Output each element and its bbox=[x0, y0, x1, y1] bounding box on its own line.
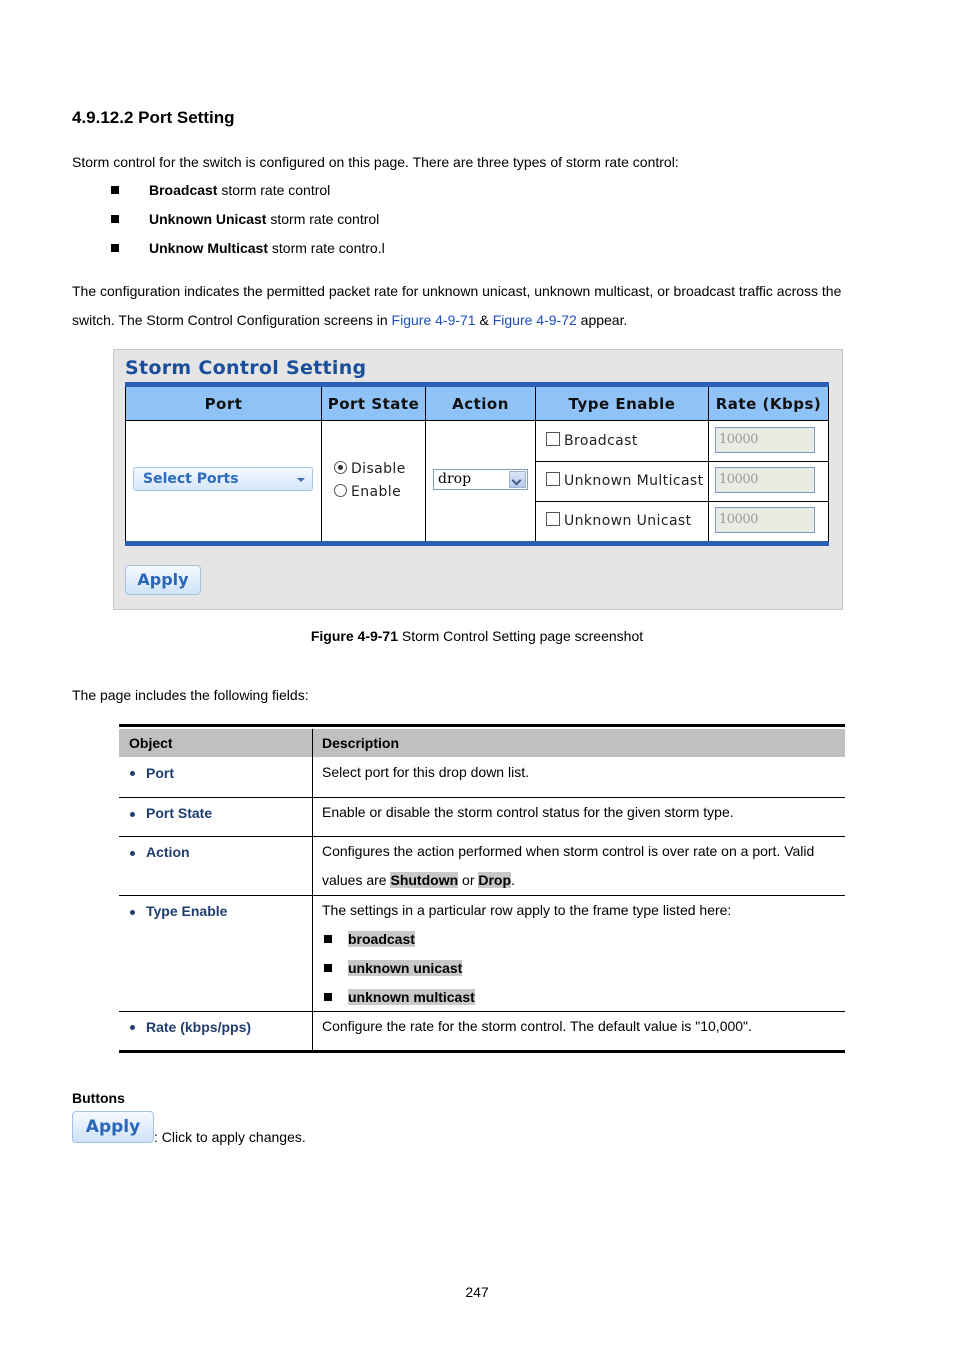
table-row: Port State Enable or disable the storm control status for the given storm type. bbox=[119, 798, 845, 837]
square-bullet-icon bbox=[324, 935, 332, 943]
header-port: Port bbox=[125, 387, 321, 421]
type-enable-cell bbox=[535, 421, 708, 541]
row-divider bbox=[535, 501, 829, 502]
header-type-enable: Type Enable bbox=[535, 387, 708, 421]
table-row: Port Select port for this drop down list. bbox=[119, 757, 845, 798]
apply-button-sample[interactable]: Apply bbox=[72, 1111, 154, 1143]
buttons-heading: Buttons bbox=[72, 1090, 125, 1106]
apply-description: : Click to apply changes. bbox=[154, 1129, 306, 1145]
header-rate: Rate (Kbps) bbox=[708, 387, 829, 421]
bullet-icon bbox=[130, 1025, 135, 1030]
checkbox-broadcast[interactable]: Broadcast bbox=[546, 432, 638, 449]
row-divider bbox=[535, 461, 829, 462]
action-select[interactable]: drop bbox=[433, 469, 528, 490]
table-top-rule bbox=[119, 724, 845, 727]
rate-input-unknown-multicast[interactable]: 10000 bbox=[715, 467, 815, 493]
header-action: Action bbox=[425, 387, 535, 421]
port-state-cell bbox=[321, 421, 425, 541]
radio-unselected-icon bbox=[334, 484, 347, 497]
rate-input-unknown-unicast[interactable]: 10000 bbox=[715, 507, 815, 533]
fields-intro: The page includes the following fields: bbox=[72, 687, 309, 703]
table-row: Type Enable The settings in a particular row apply to the frame type listed here: broadcast unknown unicast unknown multicast bbox=[119, 896, 845, 1012]
bullet-icon bbox=[130, 771, 135, 776]
header-port-state: Port State bbox=[321, 387, 425, 421]
table-header bbox=[119, 729, 845, 757]
chevron-down-icon bbox=[297, 478, 305, 482]
select-ports-dropdown[interactable]: Select Ports bbox=[133, 467, 313, 491]
checkbox-unknown-multicast[interactable]: Unknown Multicast bbox=[546, 472, 704, 489]
section-title: 4.9.12.2 Port Setting bbox=[72, 108, 235, 127]
list-item: broadcast bbox=[348, 931, 415, 947]
port-cell bbox=[125, 421, 321, 541]
square-bullet-icon bbox=[324, 993, 332, 1001]
figure-link-71[interactable]: Figure 4-9-71 bbox=[391, 312, 476, 328]
radio-selected-icon bbox=[334, 461, 347, 474]
apply-button[interactable]: Apply bbox=[125, 565, 201, 595]
header-object: Object bbox=[129, 735, 173, 751]
checkbox-icon bbox=[546, 512, 560, 526]
storm-control-screenshot bbox=[113, 349, 843, 610]
bullet-icon bbox=[130, 851, 135, 856]
checkbox-icon bbox=[546, 472, 560, 486]
figure-caption: Figure 4-9-71 Storm Control Setting page screenshot bbox=[310, 628, 644, 644]
square-bullet-icon bbox=[111, 186, 119, 194]
list-item: unknown unicast bbox=[348, 960, 462, 976]
checkbox-unknown-unicast[interactable]: Unknown Unicast bbox=[546, 512, 692, 529]
bullet-icon bbox=[130, 910, 135, 915]
table-bottom-rule bbox=[119, 1050, 845, 1053]
page-number: 247 bbox=[465, 1284, 489, 1300]
radio-enable[interactable]: Enable bbox=[334, 484, 401, 500]
radio-disable[interactable]: Disable bbox=[334, 461, 406, 477]
square-bullet-icon bbox=[111, 215, 119, 223]
storm-type-list bbox=[108, 176, 385, 263]
screenshot-title: Storm Control Setting bbox=[125, 357, 367, 379]
square-bullet-icon bbox=[111, 244, 119, 252]
list-item: Broadcast storm rate control bbox=[108, 176, 385, 205]
list-item: Unknow Multicast storm rate contro.l bbox=[108, 234, 385, 263]
rate-cell bbox=[708, 421, 829, 541]
figure-link-72[interactable]: Figure 4-9-72 bbox=[492, 312, 577, 328]
action-cell bbox=[425, 421, 535, 541]
storm-control-table bbox=[125, 382, 829, 546]
checkbox-icon bbox=[546, 432, 560, 446]
list-item: unknown multicast bbox=[348, 989, 475, 1005]
table-row: Rate (kbps/pps) Configure the rate for the storm control. The default value is "10,000". bbox=[119, 1012, 845, 1050]
chevron-down-icon bbox=[509, 471, 526, 488]
list-item: Unknown Unicast storm rate control bbox=[108, 205, 385, 234]
header-description: Description bbox=[322, 735, 400, 751]
table-row: Action Configures the action performed when storm control is over rate on a port. Valid values are Shutdown or Drop. bbox=[119, 837, 845, 896]
intro-paragraph: Storm control for the switch is configured on this page. There are three types of storm rate control: bbox=[72, 154, 679, 170]
square-bullet-icon bbox=[324, 964, 332, 972]
rate-input-broadcast[interactable]: 10000 bbox=[715, 427, 815, 453]
config-paragraph: The configuration indicates the permitted packet rate for unknown unicast, unknown multicast, or broadcast traffic across the switch. The Storm Control Configuration screens in Figure 4-9-71 & Figure 4-9-72 appear. bbox=[72, 283, 842, 328]
bullet-icon bbox=[130, 812, 135, 817]
